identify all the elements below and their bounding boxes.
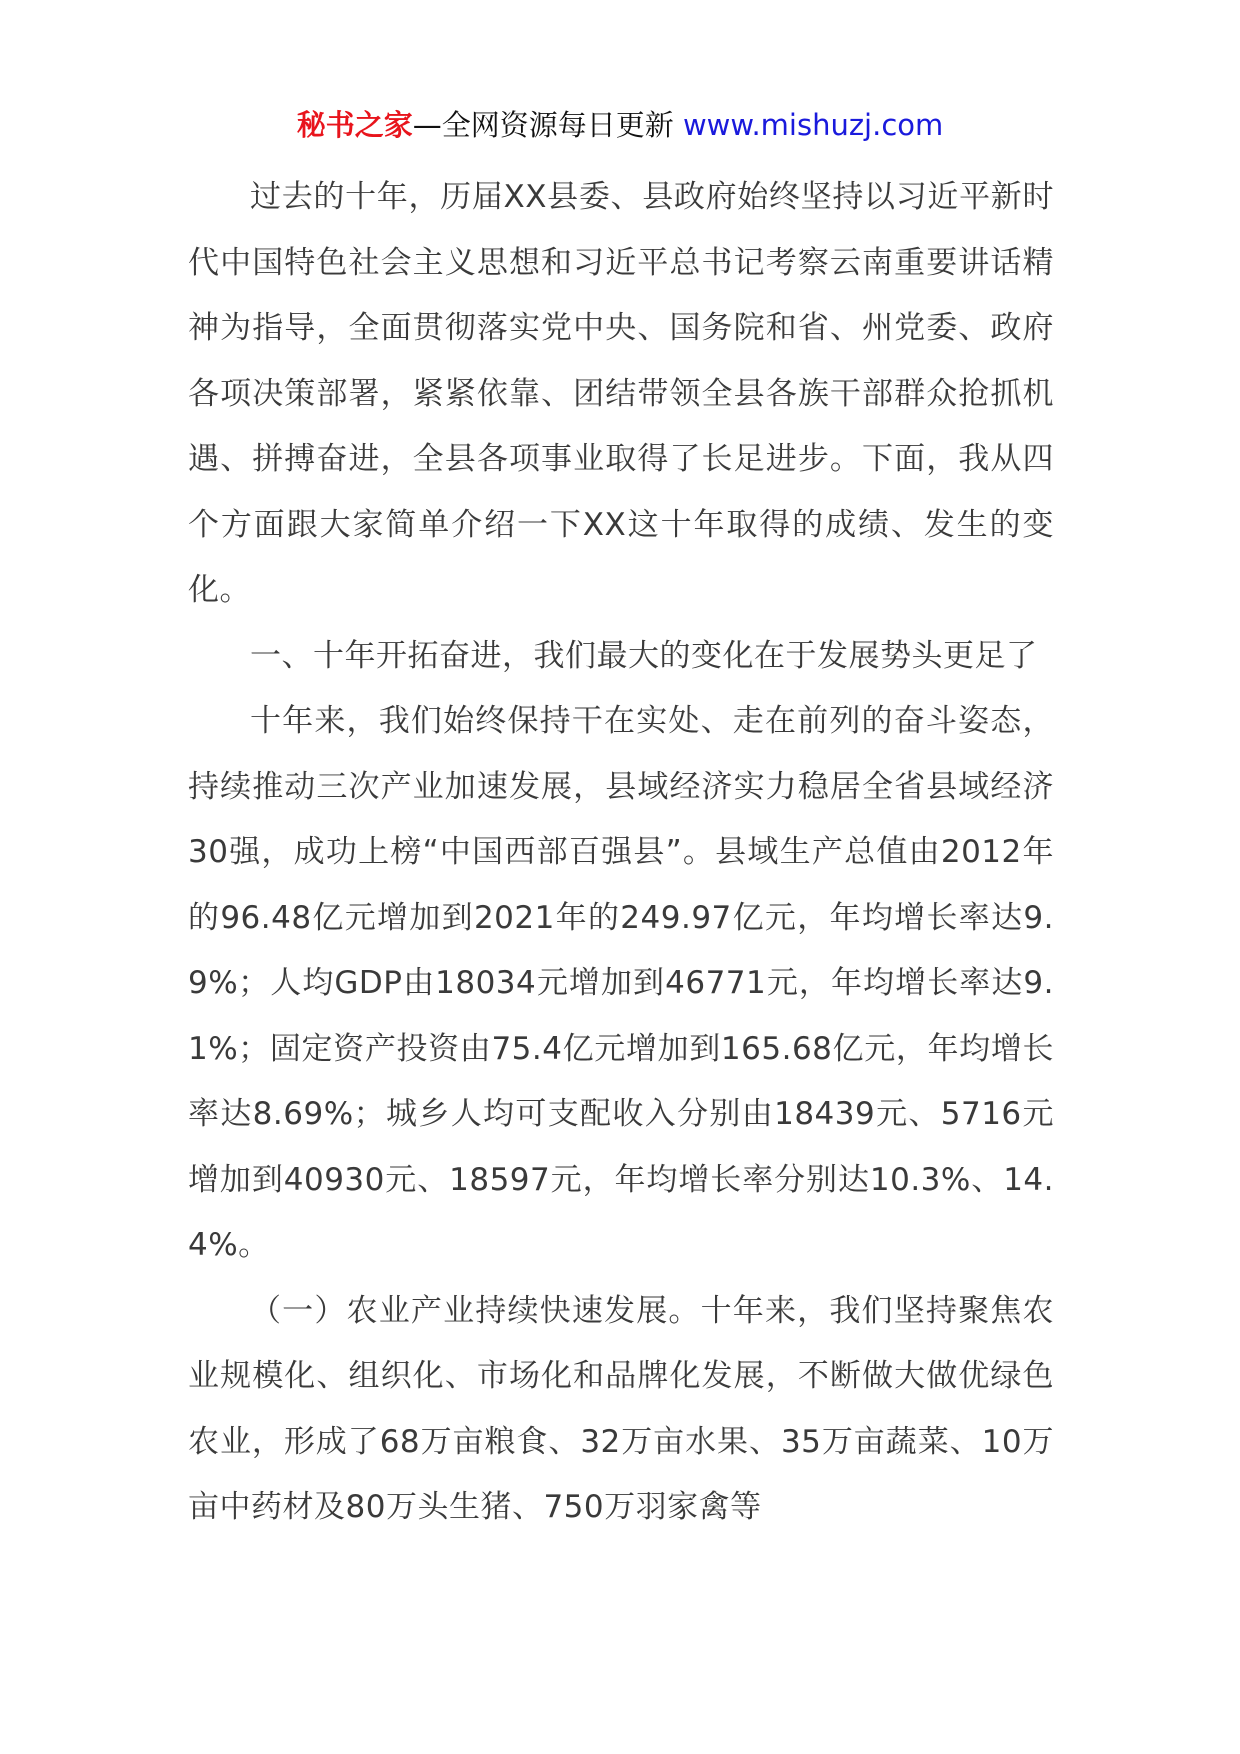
- document-body: [188, 165, 1054, 1541]
- section-heading-1: 一、十年开拓奋进，我们最大的变化在于发展势头更足了: [250, 637, 1038, 674]
- page-header: [0, 100, 1240, 150]
- paragraph-agriculture: （一）农业产业持续快速发展。十年来，我们坚持聚焦农业规模化、组织化、市场化和品牌化发展，不断做大做优绿色农业，形成了68万亩粮食、32万亩水果、35万亩蔬菜、10万亩中药材及80万头生猪、750万羽家禽等: [188, 1292, 1054, 1525]
- paragraph-economy: 十年来，我们始终保持干在实处、走在前列的奋斗姿态，持续推动三次产业加速发展，县域经济实力稳居全省县域经济30强，成功上榜“中国西部百强县”。县域生产总值由2012年的96.48亿元增加到2021年的249.97亿元，年均增长率达9.9%；人均GDP由18034元增加到46771元，年均增长率达9.1%；固定资产投资由75.4亿元增加到165.68亿元，年均增长率达8.69%；城乡人均可支配收入分别由18439元、5716元增加到40930元、18597元，年均增长率分别达10.3%、14.4%。: [188, 703, 1054, 1263]
- header-tagline: —全网资源每日更新: [412, 108, 683, 142]
- paragraph-intro: 过去的十年，历届XX县委、县政府始终坚持以习近平新时代中国特色社会主义思想和习近平总书记考察云南重要讲话精神为指导，全面贯彻落实党中央、国务院和省、州党委、政府各项决策部署，紧紧依靠、团结带领全县各族干部群众抢抓机遇、拼搏奋进，全县各项事业取得了长足进步。下面，我从四个方面跟大家简单介绍一下XX这十年取得的成绩、发生的变化。: [188, 179, 1054, 608]
- brand-name: 秘书之家: [296, 108, 413, 142]
- website-link[interactable]: www.mishuzj.com: [682, 108, 944, 142]
